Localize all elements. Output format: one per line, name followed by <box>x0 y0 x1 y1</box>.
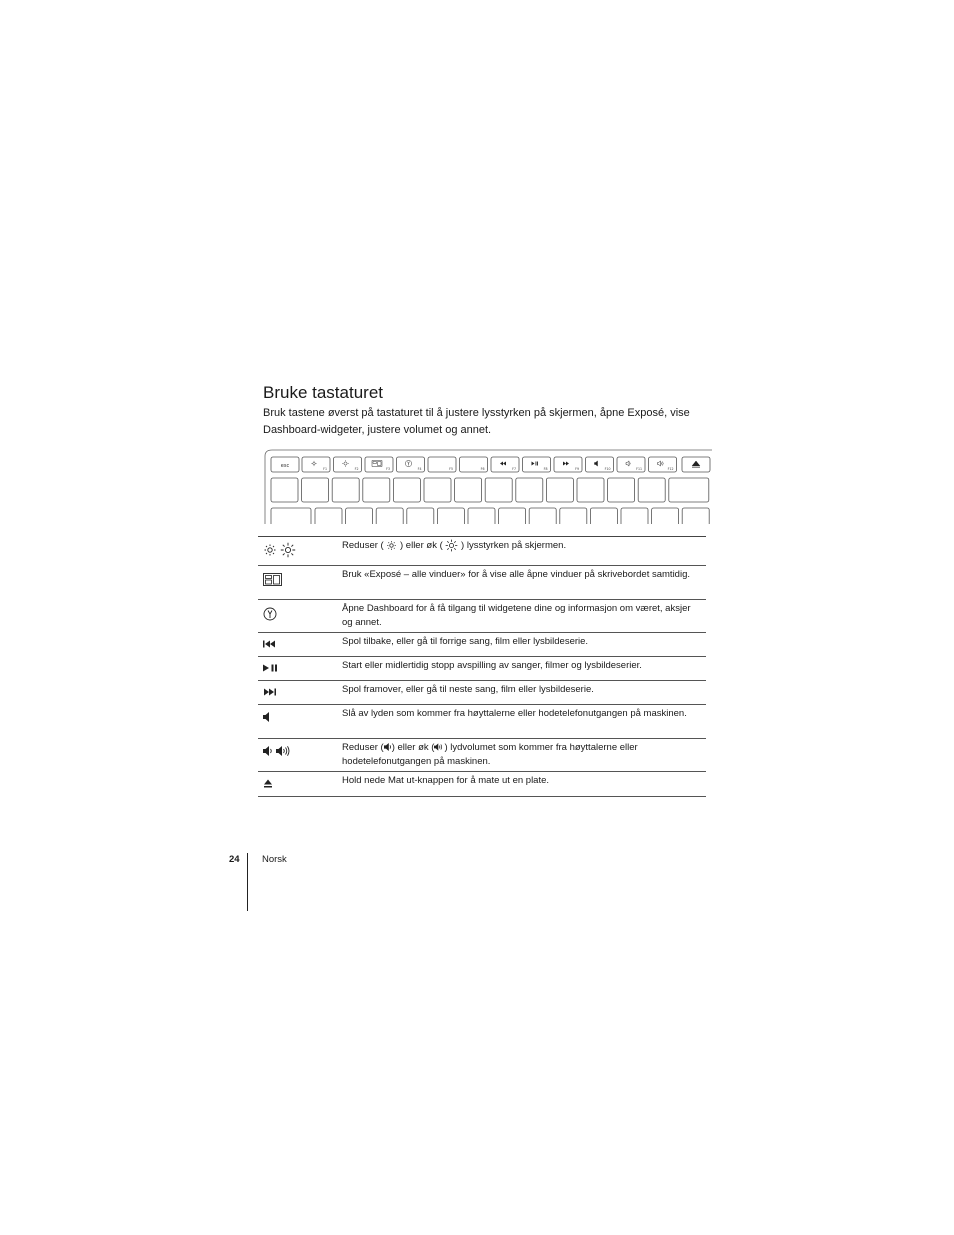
volume-up-icon <box>276 746 290 756</box>
number-key <box>638 478 665 502</box>
fast-forward-icon <box>263 688 276 696</box>
table-row <box>258 681 706 705</box>
letter-key <box>468 508 495 524</box>
rew-key-icon <box>500 462 506 466</box>
number-key <box>516 478 543 502</box>
footer-language: Norsk <box>262 854 287 865</box>
number-key <box>546 478 573 502</box>
mute-key-icon <box>595 461 598 466</box>
fn-key-label: F11 <box>636 467 642 471</box>
sun-s-key-icon <box>311 461 316 466</box>
table-row <box>258 739 706 772</box>
key-description: Hold nede Mat ut-knappen for å mate ut en plate. <box>342 775 550 786</box>
brightness-down-icon <box>263 543 277 557</box>
number-key <box>455 478 482 502</box>
volume-down-icon <box>263 746 273 756</box>
play-key-icon <box>532 462 538 466</box>
fn-key-label: F3 <box>386 467 390 471</box>
table-row <box>258 705 706 739</box>
letter-key-row <box>271 508 709 524</box>
number-key <box>424 478 451 502</box>
key-description: Spol tilbake, eller gå til forrige sang, film eller lysbildeserie. <box>342 636 589 647</box>
number-key <box>669 478 709 502</box>
fn-key-label: F2 <box>354 467 359 471</box>
intro-paragraph: Bruk tastene øverst på tastaturet til å justere lysstyrken på skjermen, åpne Exposé, vise Dashboard-widgeter, justere volumet og annet. <box>263 407 690 436</box>
mute-icon <box>263 712 271 722</box>
number-key <box>302 478 329 502</box>
number-key <box>485 478 512 502</box>
number-key <box>608 478 635 502</box>
letter-key <box>560 508 587 524</box>
number-key <box>363 478 390 502</box>
brightness-down-inline-icon <box>386 540 397 551</box>
key-description: Åpne Dashboard for å få tilgang til widgetene dine og informasjon om været, aksjer og annet. <box>342 603 691 628</box>
fn-key-label: F4 <box>417 467 422 471</box>
table-row <box>258 657 706 681</box>
letter-key <box>376 508 403 524</box>
key-description: Slå av lyden som kommer fra høyttalerne eller hodetelefonutgangen på maskinen. <box>342 708 687 719</box>
vup-key-icon <box>658 461 664 466</box>
key-description: Reduser ( ) eller øk ( ) lysstyrken på skjermen. <box>342 540 567 552</box>
letter-key <box>529 508 556 524</box>
letter-key <box>346 508 373 524</box>
fn-key-label: F1 <box>323 467 327 471</box>
letter-key <box>621 508 648 524</box>
number-key <box>577 478 604 502</box>
volume-up-inline-icon <box>434 743 444 751</box>
table-row <box>258 537 706 566</box>
fn-key-label: F7 <box>512 467 516 471</box>
brightness-down-key-icon <box>313 462 315 464</box>
key-table <box>258 536 706 797</box>
letter-key <box>407 508 434 524</box>
dashboard-icon <box>263 607 277 621</box>
key-description: Spol framover, eller gå til neste sang, film eller lysbildeserie. <box>342 684 594 695</box>
letter-key <box>652 508 679 524</box>
number-key <box>393 478 420 502</box>
keyboard-illustration <box>262 448 712 524</box>
function-key-row <box>271 457 710 472</box>
fn-key-label: F8 <box>543 467 548 471</box>
fn-key-label: F9 <box>575 467 579 471</box>
fn-key-label: F12 <box>667 467 674 471</box>
expose-icon <box>263 573 282 586</box>
svg-text:esc: esc <box>280 463 290 469</box>
fn-key-label: F5 <box>449 467 453 471</box>
brightness-up-icon <box>280 542 296 558</box>
letter-key <box>437 508 464 524</box>
eject-icon <box>263 779 273 788</box>
key-description: Reduser ( ) eller øk ( ) lydvolumet som kommer fra høyttalerne eller hodetelefonutgangen på maskinen. <box>342 742 638 767</box>
letter-key <box>315 508 342 524</box>
letter-key <box>499 508 526 524</box>
table-row <box>258 600 706 633</box>
table-row <box>258 566 706 600</box>
expose-key-icon <box>372 461 382 467</box>
fn-key-label: F10 <box>604 467 611 471</box>
page-title: Bruke tastaturet <box>263 383 384 402</box>
number-key-row <box>271 478 709 502</box>
brightness-up-inline-icon <box>445 539 458 552</box>
number-key <box>332 478 359 502</box>
page-number: 24 <box>229 854 240 865</box>
key-description: Bruk «Exposé – alle vinduer» for å vise alle åpne vinduer på skrivebordet samtidig. <box>342 569 690 580</box>
brightness-up-key-icon <box>344 462 347 465</box>
key-description: Start eller midlertidig stopp avspilling av sanger, filmer og lysbildeserier. <box>342 660 642 671</box>
number-key <box>271 478 298 502</box>
ff-key-icon <box>563 462 569 466</box>
tab-key <box>271 508 311 524</box>
letter-key <box>682 508 709 524</box>
letter-key <box>590 508 617 524</box>
play-pause-icon <box>263 664 278 672</box>
vdown-key-icon <box>626 461 630 466</box>
table-row <box>258 633 706 657</box>
footer-divider <box>247 853 248 911</box>
sun-l-key-icon <box>342 460 349 467</box>
fn-key-label: F6 <box>480 467 485 471</box>
table-row <box>258 772 706 797</box>
volume-down-inline-icon <box>384 743 392 751</box>
dash-key-icon <box>405 460 411 466</box>
rewind-icon <box>263 640 276 648</box>
